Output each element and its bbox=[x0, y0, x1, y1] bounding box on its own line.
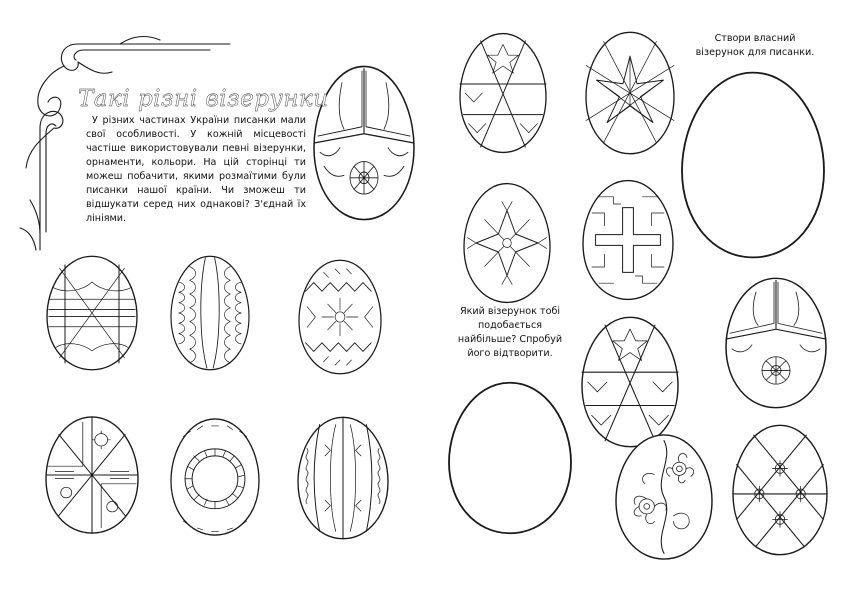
title-egg bbox=[314, 66, 414, 219]
row1-egg-2 bbox=[171, 256, 249, 370]
blank-egg-favorite[interactable] bbox=[449, 383, 571, 533]
right-egg-1 bbox=[460, 34, 546, 153]
right-egg-5 bbox=[726, 278, 826, 407]
intro-text: У різних частинах України писанки мали свої особливості. У кожній місцевості частіше використовували певні візерунки, орнаменти, кольори. На цій сторінці ти можеш побачити, якими розмаїтими були писанки нашої країни. Чи зможеш ти відшукати серед них однакові? З'єднай їх лініями. bbox=[86, 115, 306, 224]
right-egg-7 bbox=[616, 435, 712, 559]
page-title: Такі різні візерунки bbox=[78, 86, 329, 112]
right-egg-6 bbox=[582, 317, 678, 446]
create-pattern-prompt: Створи власний візерунок для писанки. bbox=[695, 33, 815, 58]
row2-egg-2 bbox=[171, 419, 259, 535]
row1-egg-1 bbox=[47, 256, 137, 370]
right-egg-3 bbox=[464, 184, 550, 303]
row1-egg-3 bbox=[299, 260, 381, 374]
right-egg-4 bbox=[583, 181, 673, 300]
blank-egg-create[interactable] bbox=[682, 73, 824, 258]
right-egg-2 bbox=[586, 32, 674, 153]
row2-egg-1 bbox=[46, 417, 138, 533]
favorite-pattern-prompt: Який візерунок тобі подобається найбільше? Спробуй його відтворити. bbox=[457, 306, 563, 359]
row2-egg-3 bbox=[298, 417, 388, 538]
right-egg-8 bbox=[733, 425, 827, 554]
